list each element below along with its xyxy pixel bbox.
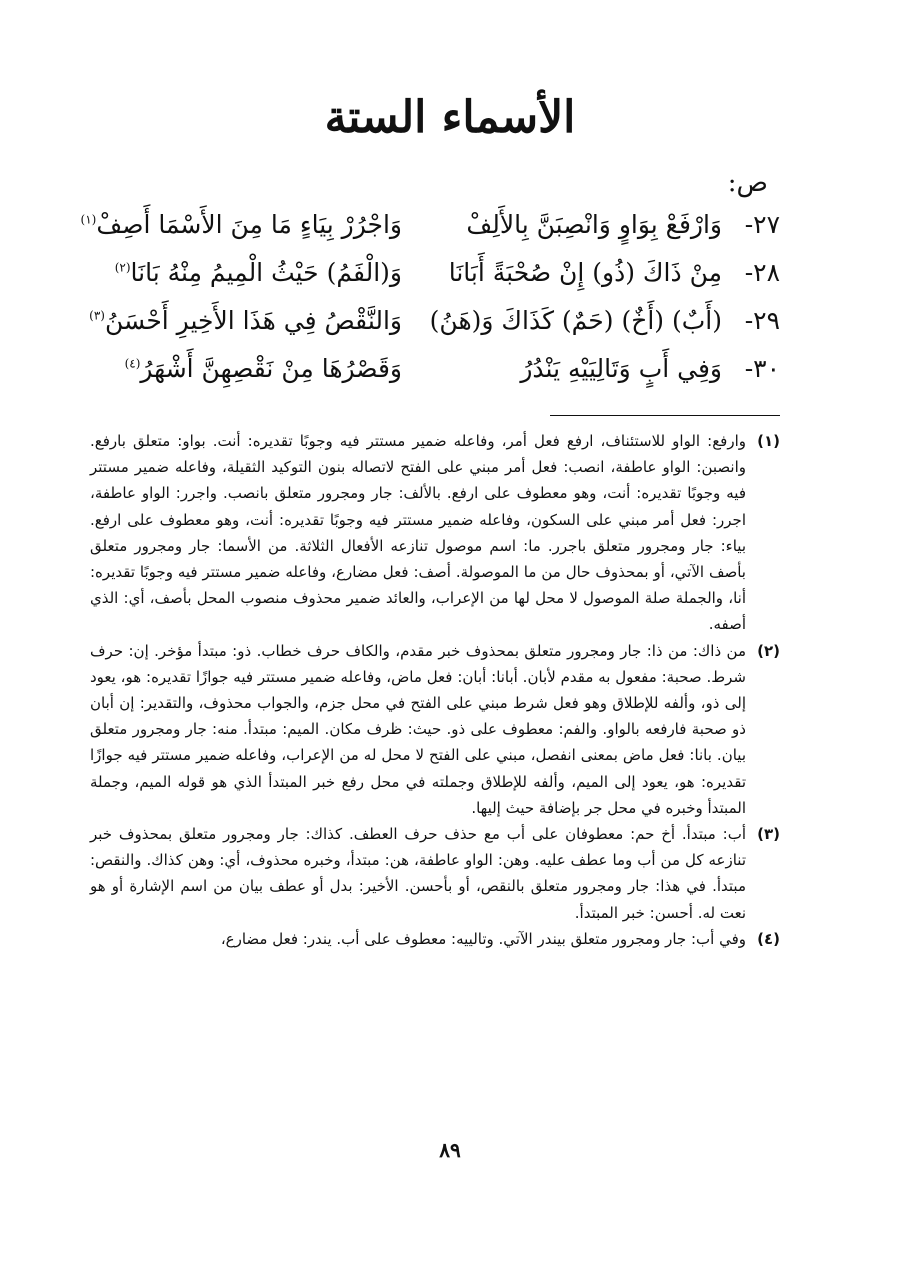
footnote-reference: (٤) [124,356,141,371]
verse-second-hemistich [89,306,402,335]
footnote [90,428,780,638]
verse-second-hemistich [90,354,402,383]
verse-first-hemistich: (أَبٌ) (أَخٌ) (حَمٌ) كَذَاكَ وَ(هَنُ) [429,305,722,335]
footnote-text: أب: مبتدأ. أخ حم: معطوفان على أب مع حذف حرف العطف. كذاك: جار ومجرور متعلق بمحذوف خبر تنازعه كل من أب وما عطف عليه. وهن: الواو عاطفة، هن: مبتدأ، وخبره محذوف، أي: وهن كذاك. والنقص: مبتدأ. في هذا: جار ومجرور متعلق بالنقص، أو بأحسن. الأخير: بدل أو عطف بيان من اسم الإشارة أو هو نعت له. أحسن: خبر المبتدأ. [90,825,746,922]
verse-second-hemistich [90,258,402,287]
verse-line [90,296,780,344]
footnote-divider [550,415,780,416]
verse-line [90,344,780,392]
footnote-text: وفي أب: جار ومجرور متعلق بيندر الآتي. وتالييه: معطوف على أب. يندر: فعل مضارع، [220,929,746,948]
verse-second-text: وَقَصْرُهَا مِنْ نَقْصِهِنَّ أَشْهَرُ [140,353,402,383]
footnote-reference: (١) [80,212,97,227]
footnote-reference: (٢) [114,260,131,275]
verse-number: ٢٨- [744,257,780,287]
footnote-reference: (٣) [89,308,105,323]
verse-second-text: وَاجْرُرْ بِيَاءٍ مَا مِنَ الأَسْمَا أَصِفْ [96,209,402,239]
verse-number: ٢٩- [744,305,780,335]
text-marker: ص: [727,168,768,198]
verse-second-hemistich [81,210,402,239]
verse-line [90,248,780,296]
verse-first-hemistich: مِنْ ذَاكَ (ذُو) إِنْ صُحْبَةً أَبَانَا [448,257,722,287]
verse-block [80,200,780,392]
verse-line [80,200,780,248]
footnotes-section [90,428,780,952]
footnote [90,821,780,926]
footnote [90,638,780,821]
footnote-text: من ذاك: من ذا: جار ومجرور متعلق بمحذوف خبر مقدم، والكاف حرف خطاب. ذو: مبتدأ مؤخر. إن: حرف شرط. صحبة: مفعول به مقدم لأبان. أبانا: أبان: فعل ماض، وفاعله ضمير مستتر فيه جوازًا تقديره: هو، يعود إلى ذو، وألفه للإطلاق وهو فعل شرط مبني على الفتح في محل جزم، والجواب محذوف، والتقدير: إن أبان ذو صحبة فارفعه بالواو. والفم: معطوف على ذو. حيث: ظرف مكان. الميم: مبتدأ. منه: جار ومجرور متعلق بيان. بانا: فعل ماض بمعنى انفصل، مبني على الفتح لا محل له من الإعراب، وفاعله ضمير مستتر فيه جوازًا تقديره: هو، يعود إلى الميم، وألفه للإطلاق وجملته في محل رفع خبر المبتدأ الذي هو قوله الميم، وجملة المبتدأ وخبره في محل جر بإضافة حيث إليها. [90,641,746,817]
footnote-number: (٢) [757,641,780,660]
page-number: ٨٩ [439,1138,461,1162]
chapter-title: الأسماء الستة [324,92,576,143]
footnote-number: (١) [757,432,780,450]
verse-first-hemistich: وَارْفَعْ بِوَاوٍ وَانْصِبَنَّ بِالأَلِفْ [466,209,722,239]
footnote-text: وارفع: الواو للاستئناف، ارفع فعل أمر، وفاعله ضمير مستتر فيه وجوبًا تقديره: أنت. بواو: متعلق بارفع. وانصبن: الواو عاطفة، انصب: فعل أمر مبني على الفتح لاتصاله بنون التوكيد الثقيلة، وفاعله ضمير مستتر فيه وجوبًا تقديره: أنت، وهو معطوف على ارفع. بالألف: جار ومجرور متعلق بانصب. واجرر: الواو عاطفة، اجرر: فعل أمر مبني على السكون، وفاعله ضمير مستتر فيه وجوبًا تقديره: أنت، وهو معطوف على ارفع. بياء: جار ومجرور متعلق باجرر. ما: اسم موصول تنازعه الأفعال الثلاثة. من الأسما: جار ومجرور متعلق بأصف الآتي، أو بمحذوف حال من ما الموصولة. أصف: فعل مضارع، وفاعله ضمير مستتر فيه وجوبًا تقديره: أنا، والجملة صلة الموصول لا محل لها من الإعراب، والعائد ضمير محذوف منصوب المحل بأصف، أي: الذي أصفه. [90,432,746,634]
verse-second-text: وَ(الْفَمُ) حَيْثُ الْمِيمُ مِنْهُ بَانَا [130,257,402,287]
verse-number: ٢٧- [744,209,780,239]
footnote-number: (٣) [757,825,780,844]
footnote-number: (٤) [757,929,780,948]
verse-second-text: وَالنَّقْصُ فِي هَذَا الأَخِيرِ أَحْسَنُ [104,305,402,335]
verse-number: ٣٠- [744,353,780,383]
verse-first-hemistich: وَفِي أَبٍ وَتَالِيَيْهِ يَنْدُرُ [520,353,722,383]
footnote [90,926,780,952]
